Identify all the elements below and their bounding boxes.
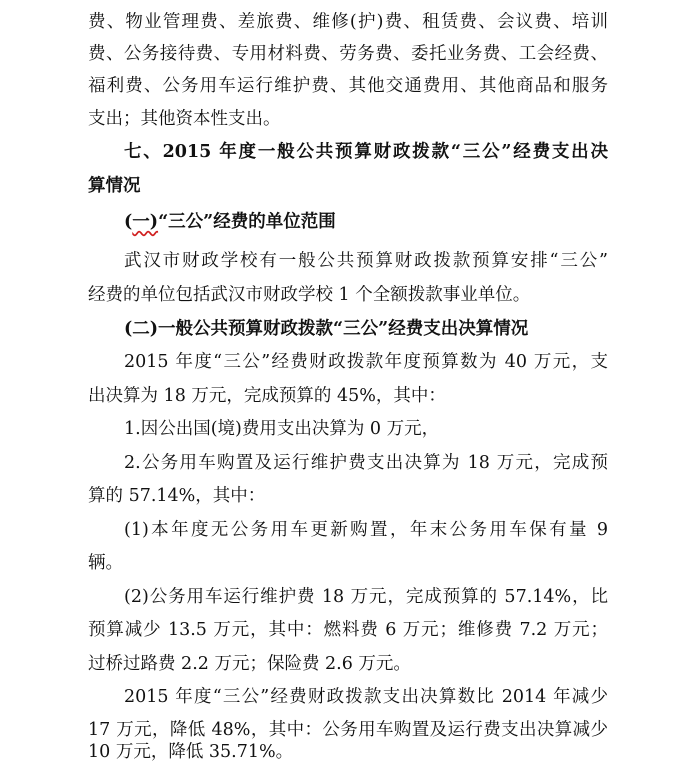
subheading-1-underlined: 一) (132, 212, 159, 232)
subheading-2: (二)一般公共预算财政拨款“三公”经费支出决算情况 (124, 319, 529, 339)
text-line-14: 2.公务用车购置及运行维护费支出决算为 18 万元，完成预 (124, 453, 608, 473)
text-line-22: 17 万元，降低 48%，其中：公务用车购置及运行费支出决算减少 (88, 720, 608, 740)
text-line-16: (1)本年度无公务用车更新购置，年末公务用车保有量 9 (124, 520, 608, 540)
text-line-12: 出决算为 18 万元，完成预算的 45%，其中： (88, 386, 446, 406)
text-line-13: 1.因公出国(境)费用支出决算为 0 万元， (124, 419, 440, 439)
subheading-1-prefix: ( (124, 212, 133, 232)
text-line-20: 过桥过路费 2.2 万元；保险费 2.6 万元。 (88, 654, 411, 674)
text-line-1: 费、物业管理费、差旅费、维修(护)费、租赁费、会议费、培训 (88, 12, 608, 32)
subheading-1 (124, 206, 608, 238)
text-line-15: 算的 57.14%，其中： (88, 486, 266, 506)
section-heading-7: 七、2015 年度一般公共预算财政拨款“三公”经费支出决 (124, 142, 608, 162)
text-line-19: 预算减少 13.5 万元，其中：燃料费 6 万元；维修费 7.2 万元； (88, 620, 608, 640)
text-line-4: 支出；其他资本性支出。 (88, 109, 281, 129)
text-line-8: 武汉市财政学校有一般公共预算财政拨款预算安排“三公” (124, 251, 608, 271)
subheading-1-rest: “三公”经费的单位范围 (158, 212, 336, 232)
text-line-2: 费、公务接待费、专用材料费、劳务费、委托业务费、工会经费、 (88, 44, 608, 64)
text-line-21: 2015 年度“三公”经费财政拨款支出决算数比 2014 年减少 (124, 687, 608, 707)
text-line-9: 经费的单位包括武汉市财政学校 1 个全额拨款事业单位。 (88, 285, 531, 305)
section-heading-7-cont: 算情况 (88, 176, 141, 196)
text-line-23: 10 万元，降低 35.71%。 (88, 742, 294, 762)
text-line-11: 2015 年度“三公”经费财政拨款年度预算数为 40 万元，支 (124, 352, 608, 372)
text-line-17: 辆。 (88, 553, 123, 573)
text-line-3: 福利费、公务用车运行维护费、其他交通费用、其他商品和服务 (88, 76, 608, 96)
text-line-18: (2)公务用车运行维护费 18 万元，完成预算的 57.14%，比 (124, 587, 608, 607)
